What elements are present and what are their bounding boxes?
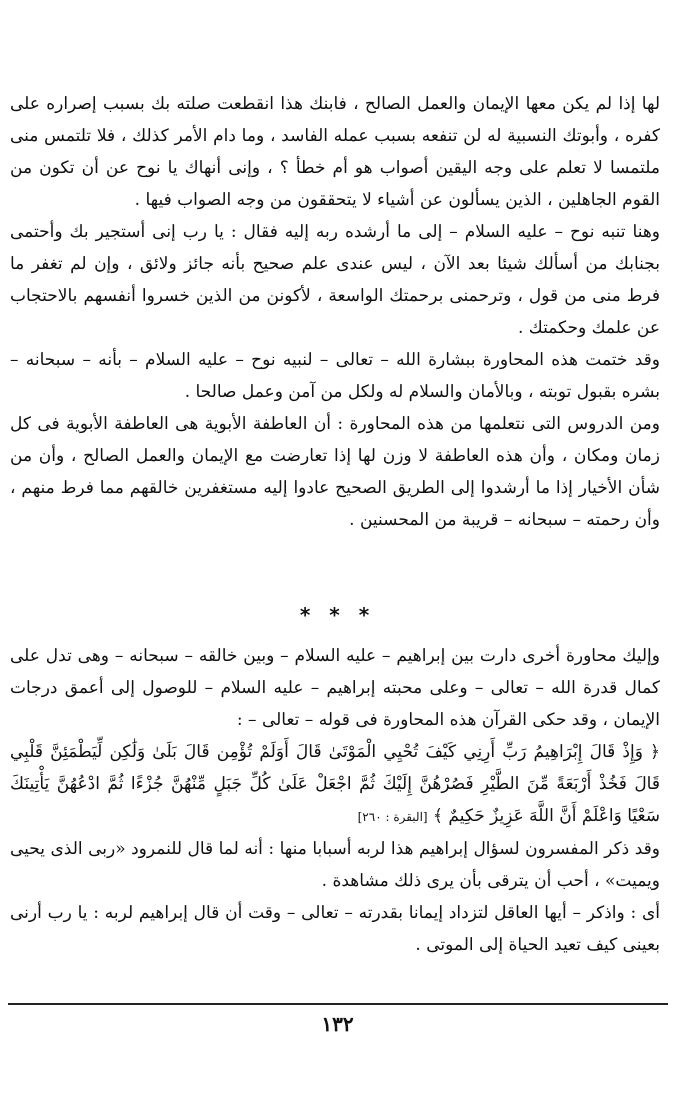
paragraph-ibrahim-intro: وإليك محاورة أخرى دارت بين إبراهيم – عليه السلام – وبين خالقه – سبحانه – وهى تدل على كمال قدرة الله – تعالى – وعلى محبته إبراهيم – عليه السلام – للوصول إلى أعمق درجات الإيمان ، وقد حكى القرآن هذه المحاورة فى قوله – تعالى – : [10,646,660,730]
paragraph-commentators: وقد ذكر المفسرون لسؤال إبراهيم هذا لربه أسبابا منها : أنه لما قال للنمرود «ربى الذى يحيى ويميت» ، أحب أن يترقى بأن يرى ذلك مشاهدة . [10,839,660,891]
quran-reference: [البقرة : ٢٦٠] [357,810,428,824]
paragraph-nuh-repentance: وهنا تنبه نوح – عليه السلام – إلى ما أرشده ربه إليه فقال : يا رب إنى أستجير بك وأحتمى بجنابك من أسألك شيئا بعد الآن ، ليس عندى علم صحيح بأنه جائز ولائق ، وإن لم تغفر ما فرط منى من قول ، وترحمنى برحمتك الواسعة ، لأكونن من الذين خسروا أنفسهم بالاحتجاب عن علمك وحكمتك . [10,222,660,338]
paragraph-dialogue-conclusion: وقد ختمت هذه المحاورة ببشارة الله – تعالى – لنبيه نوح – عليه السلام – بأنه – سبحانه – بشره بقبول توبته ، وبالأمان والسلام له ولكل من آمن وعمل صالحا . [10,350,660,402]
bottom-text-block [10,640,660,961]
paragraph-lessons: ومن الدروس التى نتعلمها من هذه المحاورة : أن العاطفة الأبوية هى العاطفة الأبوية فى كل زمان ومكان ، وأن هذه العاطفة لا وزن لها إذا تعارضت مع الإيمان والعمل الصالح ، وأن من شأن الأخيار إذا ما أرشدوا إلى الطريق الصحيح عادوا إليه مستغفرين خالقهم مما فرط منهم ، وأن رحمته – سبحانه – قريبة من المحسنين . [10,414,660,530]
paragraph-explanation: أى : واذكر – أيها العاقل لتزداد إيمانا بقدرته – تعالى – وقت أن قال إبراهيم لربه : يا رب أرنى بعينى كيف تعيد الحياة إلى الموتى . [10,903,660,955]
quran-open-bracket: ﴿ [650,742,660,762]
quran-verse [10,736,660,833]
top-text-block [10,88,660,536]
paragraph-nuh-warning: لها إذا لم يكن معها الإيمان والعمل الصالح ، فابنك هذا انقطعت صلته بك بسبب إصراره على كفره ، وأبوتك النسبية له لن تنفعه بسبب عمله الفاسد ، وما دام الأمر كذلك ، فلا تلتمس منى ملتمسا لا تعلم على وجه اليقين أصواب هو أم خطأ ؟ ، وإنى أنهاك يا نوح عن أن تكون من القوم الجاهلين ، الذين يسألون عن أشياء لا يتحققون من وجه الصواب فيها . [10,94,660,210]
section-separator: * * * [299,603,376,627]
page-number: ١٣٢ [321,1012,354,1036]
quran-verse-text: وَإِذْ قَالَ إِبْرَاهِيمُ رَبِّ أَرِنِي كَيْفَ تُحْيِي الْمَوْتَىٰ قَالَ أَوَلَمْ تُؤْمِن قَالَ بَلَىٰ وَلَٰكِن لِّيَطْمَئِنَّ قَلْبِي قَالَ فَخُذْ أَرْبَعَةً مِّنَ الطَّيْرِ فَصُرْهُنَّ إِلَيْكَ ثُمَّ اجْعَلْ عَلَىٰ كُلِّ جَبَلٍ مِّنْهُنَّ جُزْءًا ثُمَّ ادْعُهُنَّ يَأْتِينَكَ سَعْيًا وَاعْلَمْ أَنَّ اللَّهَ عَزِيزٌ حَكِيمٌ [10,742,660,826]
quran-close-bracket: ﴾ [433,806,443,826]
footer-divider [8,1003,668,1005]
